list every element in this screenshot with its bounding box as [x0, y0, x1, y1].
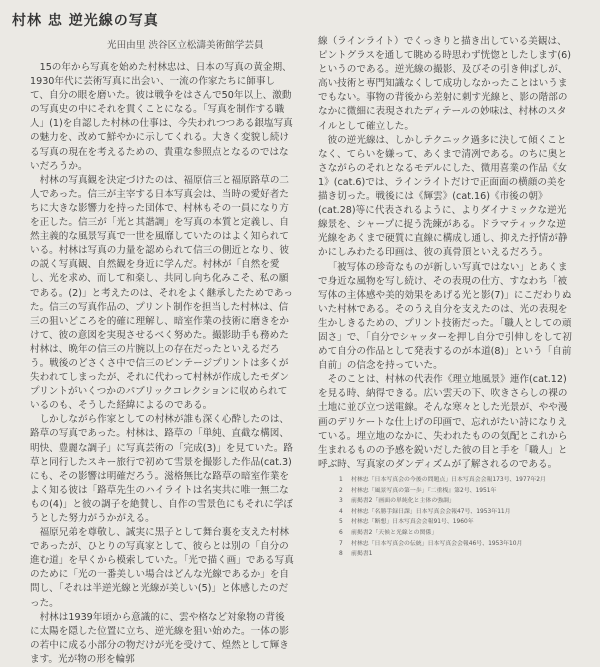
- footnote-number: 7: [339, 540, 343, 547]
- paragraph: しかしながら作家としての村林が誰も深く心酔したのは、路草の写真であった。村林は、路草の「単純、直截な構図、明快、豊麗な調子」に写真芸術の「完成(3)」を見ていた。路草と同行したスキー旅行で初めて雪景を撮影した作品(cat.3)にも、その影響は明確だろう。滋格無比な路草の暗室作業をよく知る彼は「路草先生のハイライトは名実共に唯一無二なもの(4)」と彼の調子を絶賛し、自作の雪景色にもそれに学ぼうとした努力がうかがえる。: [30, 414, 294, 524]
- footnote-text: 村林忠「風景写真の第一歩」『二重桟』第2号、1951年: [351, 487, 497, 494]
- left-column: [30, 61, 294, 667]
- footnote: [339, 549, 589, 560]
- footnote: [339, 475, 589, 486]
- paragraph: 「被写体の珍奇なものが新しい写真ではない」とあくまで身近な風物を写し続け、その表現の仕方、すなわち「被写体の主体感や美的効果をあげる光と影(7)」にこだわりぬいた村林である。そのうえ自分を支えたのは、光の表現を生かしきるための、プリント技術だった。「職人としての頑固さ」で、「自分でシャッターを押し自分で引伸しをして初めて自分の作品として発表するのが本道(8)」という「自前自前」の信念を持っていた。: [318, 261, 572, 372]
- footnote-number: 1: [339, 477, 343, 483]
- paragraph: そのことは、村林の代表作《理立地風景》連作(cat.12)を見る時、納得できる。広い雲天の下、吹きさらしの裸の土地に並び立つ送電線。そんな寒々とした光景が、やや漫画のデリケートな仕上げの印画で、忘れがたい詩になりえている。埋立地のなかに、失われたものの気配とこれから生まれるものの予感を鋭いだした彼の目と手を「職人」と呼ぶ時、写真家のダンディズムが了解されるのである。: [318, 374, 568, 470]
- footnote-text: 村林忠「日本写真会の今後の問題点」日本写真会会報173号、1977年2月: [351, 477, 546, 483]
- footnote-number: 3: [339, 498, 343, 505]
- footnote: [339, 496, 589, 507]
- footnote: [339, 486, 589, 497]
- footnote: [339, 507, 589, 518]
- footnote-number: 8: [339, 551, 343, 558]
- footnote-number: 5: [339, 519, 343, 526]
- footnote-text: 前掲書1: [351, 551, 373, 558]
- paragraph: 線（ラインライト）でくっきりと描き出している美観は、ピントグラスを通して眺める時思わず恍惚としたします(6)というのである。逆光線の撮影、及びその引き伸ばしが、高い技術と専門知識なくして成功しなかったことはいうまでもない。事物の背後から差射に刺す光線と、影の階部のなかに微細に表現されたディテールの妙味は、村林のスタイルとして確立した。: [318, 36, 571, 132]
- footnotes: [339, 475, 589, 560]
- footnote: [339, 528, 589, 539]
- footnote-text: 村林忠「断想」日本写真会会報91号、1960年: [351, 519, 474, 526]
- paragraph: 村林の写真観を決定づけたのは、福原信三と福原路草の二人であった。信三が主宰する日本写真会は、当時の愛好者たちに大きな影響力を持った団体で、村林もその一員になり方を正した。信三が「光と其諧調」を写真の本質と定義し、自然主義的な風景写真で一世を風靡していたのはよく知られている。村林は写真の力量を認められて信三の側近となり、彼の説く写真観、自然観を身近に学んだ。村林が「自然を愛し、光を求め、而して和楽し、共同し向ち化みこそ、私の願である。(2)」と考えたのは、それをよく継承したためであった。信三の写真作品の、プリント制作を担当した村林は、信三の狙いどころを的確に理解し、暗室作業の技術に磨きをかけて、彼の意図を実現させるべく努めた。撮影助手も務めた村林は、晩年の信三の片腕以上の存在だったといえるだろう。戦後のどさくさ中で信三のビンテージプリントは多くが失われてしまったが、それに代わって村林が作成したモダンプリントがいくつかのパブリックコレクションに収められているのも、そうした経緯によるのである。: [30, 174, 293, 412]
- paragraph: 彼の逆光線は、しかしテクニック過多に決して傾くことなく、てらいを嫌って、あくまで清冽である。のちに奥とさながらのそれとなるモデルにした、微用喜業の作品《女1》(cat.6)では、ラインライトだけで正面面の横顔の美を描き切った。戦後には《輝雲》(cat.16)《市後の朝》(cat.28)等に代表されるように、よりダイナミックな逆光線景を、シャープに捉う洗練がある。ドラマティックな逆光線をあくまで硬質に直線に構成し通し、抑えた抒情が静かにしみわたる印画は、彼の真骨頂といえるだろう。: [318, 134, 568, 259]
- paragraph: 福原兄弟を尊敬し、誠実に黒子として舞台裏を支えた村林であったが、ひとりの写真家として、彼らとは別の「自分の進む道」を早くから模索していた。「光で描く画」である写真のために「光の一番美しい場合はどんな光線であるか」を自問し、「それは半逆光線と光線が美しい(5)」と体感したのだった。: [30, 527, 294, 609]
- right-column: [318, 35, 574, 472]
- paragraph: 15の年から写真を始めた村林忠は、日本の写真の黄金期、1930年代に芸術写真に出会い、一流の作家たちに師事して、自分の眼を磨いた。彼は戦争をはさんで50年以上、激動の写真史の中にそれを貫くことになる。「写真を制作する職人」(1)を自認した村林の仕事は、今失われつつある銀塩写真の魅力を、改めて鮮やかに示してくれる。大きく変貌し続ける写真の現在を考えるための、貴重な参照点となるのではないだろうか。: [30, 62, 293, 172]
- footnote-number: 6: [339, 529, 343, 536]
- footnote-text: 村林忠「名勝手録日課」日本写真会会報47号、1953年11月: [351, 508, 511, 515]
- footnote-text: 前掲書2「天候と光線との関係」: [351, 529, 438, 536]
- footnote: [339, 517, 589, 528]
- paragraph: 村林は1939年頃から意識的に、雲や格など対象物の背後に太陽を隠した位置に立ち、逆光線を狙い始めた。一体の影の若中に成る小部分の物だけが光を受けて、煌然として輝きます。光が物の形を輪郭: [30, 611, 290, 665]
- footnote-number: 2: [339, 487, 343, 494]
- author-line: 光田由里 渋谷区立松濤美術館学芸員: [107, 40, 264, 51]
- article-title: 村林 忠 逆光線の写真: [12, 13, 159, 29]
- footnote: [339, 539, 589, 550]
- footnote-number: 4: [339, 508, 343, 515]
- footnote-text: 前掲書2「画面の単純化と主体の強調」: [351, 498, 455, 505]
- footnote-text: 村林忠「日本写真会の伝統」日本写真会会報46号、1953年10月: [351, 540, 523, 547]
